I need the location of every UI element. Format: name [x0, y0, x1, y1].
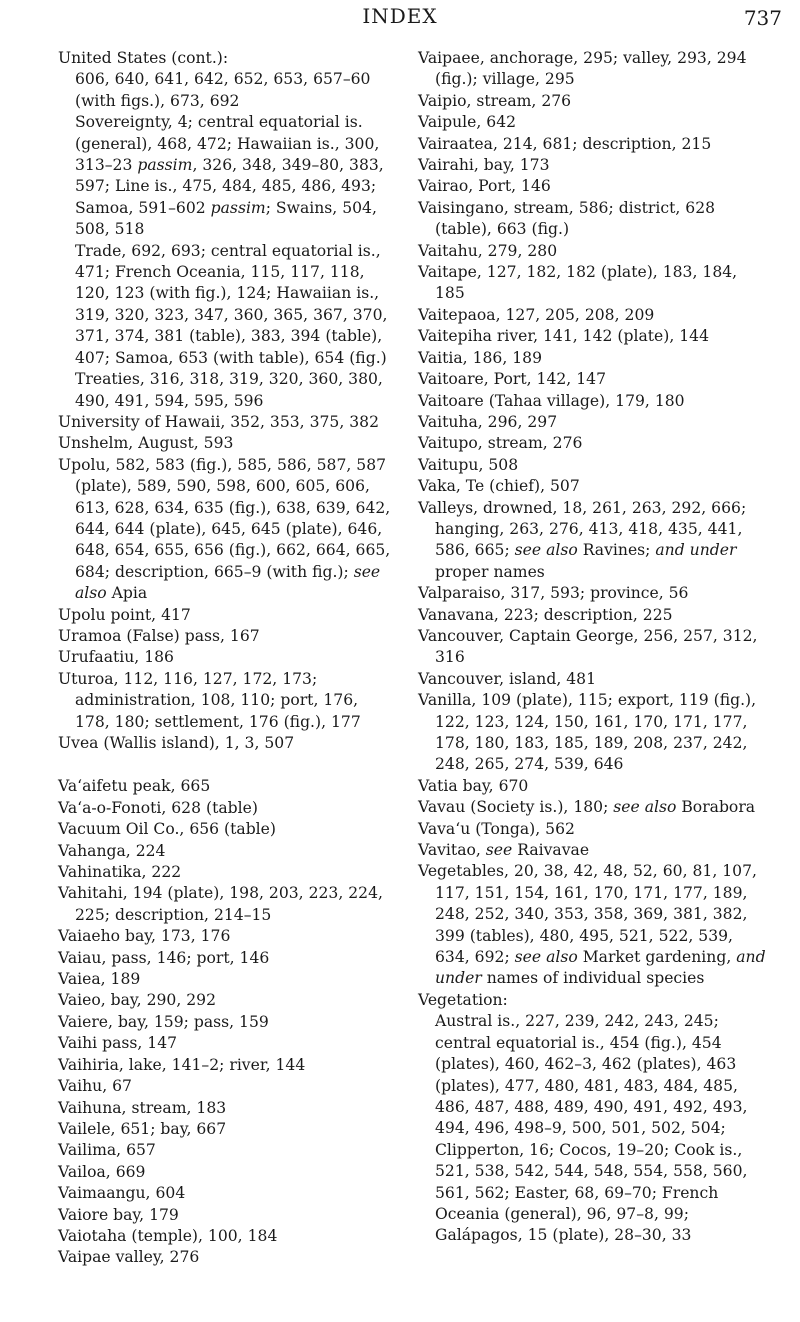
index-entry: Vacuum Oil Co., 656 (table): [58, 820, 276, 839]
index-entry: Vaipae valley, 276: [58, 1248, 200, 1267]
index-subentry: Austral is., 227, 239, 242, 243, 245; central equatorial is., 454 (fig.), 454 (plates), 460, 462–3, 462 (plates), 463 (plates), 477, 480, 481, 483, 484, 485, 486, 487, 488, 489, 490, 491, 492, 493, 494, 496, 498–9, 500, 501, 502, 504; Clipperton, 16; Cocos, 19–20; Cook is., 521, 538, 542, 544, 548, 554, 558, 560, 561, 562; Easter, 68, 69–70; French Oceania (general), 96, 97–8, 99; Galápagos, 15 (plate), 28–30, 33: [435, 1012, 748, 1245]
page-header: [0, 4, 800, 44]
index-entry: Vailoa, 669: [58, 1162, 146, 1181]
index-entry: Upolu point, 417: [58, 605, 191, 624]
index-entry: Vaitoare (Tahaa village), 179, 180: [418, 391, 685, 410]
index-entry: Upolu, 582, 583 (fig.), 585, 586, 587, 587 (plate), 589, 590, 598, 600, 605, 606, 613, 628, 634, 635 (fig.), 638, 639, 642, 644, 644 (plate), 645, 645 (plate), 646, 648, 654, 655, 656 (fig.), 662, 664, 665, 684; description, 665–9 (with fig.); see also Apia: [58, 455, 391, 603]
index-subentry: Trade, 692, 693; central equatorial is., 471; French Oceania, 115, 117, 118, 120, 123 (with fig.), 124; Hawaiian is., 319, 320, 323, 347, 360, 365, 367, 370, 371, 374, 381 (table), 383, 394 (table), 407; Samoa, 653 (with table), 654 (fig.): [75, 241, 388, 367]
index-entry: Va‘a-o-Fonoti, 628 (table): [58, 798, 258, 817]
index-entry: Vairahi, bay, 173: [418, 156, 550, 175]
index-entry: Vahinatika, 222: [58, 863, 182, 882]
index-entry: University of Hawaii, 352, 353, 375, 382: [58, 412, 380, 431]
index-entry: Vanilla, 109 (plate), 115; export, 119 (fig.), 122, 123, 124, 150, 161, 170, 171, 177, 178, 180, 183, 185, 189, 208, 237, 242, 248, 265, 274, 539, 646: [418, 691, 757, 774]
index-entry: Vegetables, 20, 38, 42, 48, 52, 60, 81, 107, 117, 151, 154, 161, 170, 171, 177, 189, 248, 252, 340, 353, 358, 369, 381, 382, 399 (tables), 480, 495, 521, 522, 539, 634, 692; see also Market gardening, and under names of individual species: [418, 862, 766, 988]
index-entry: Vaitoare, Port, 142, 147: [418, 370, 606, 389]
index-entry: Vailima, 657: [58, 1141, 156, 1160]
index-entry: Vaihi pass, 147: [58, 1034, 178, 1053]
index-entry: Vaitahu, 279, 280: [418, 241, 558, 260]
index-entry: Vaiore bay, 179: [58, 1205, 179, 1224]
index-subentry: Sovereignty, 4; central equatorial is. (general), 468, 472; Hawaiian is., 300, 313–23 passim, 326, 348, 349–80, 383, 597; Line is., 475, 484, 485, 486, 493; Samoa, 591–602 passim; Swains, 504, 508, 518: [75, 113, 384, 239]
index-entry: Vaiaeho bay, 173, 176: [58, 927, 231, 946]
page-number: 737: [743, 6, 782, 30]
index-entry: Vaiau, pass, 146; port, 146: [58, 948, 270, 967]
index-entry: Vaieo, bay, 290, 292: [58, 991, 217, 1010]
index-entry: Valleys, drowned, 18, 261, 263, 292, 666; hanging, 263, 276, 413, 418, 435, 441, 586, 665; see also Ravines; and under proper names: [418, 498, 747, 581]
index-entry: Vaihuna, stream, 183: [58, 1098, 227, 1117]
index-entry: Vaipule, 642: [418, 113, 517, 132]
index-subentry: Treaties, 316, 318, 319, 320, 360, 380, 490, 491, 594, 595, 596: [75, 370, 383, 410]
index-entry: United States (cont.):: [58, 49, 229, 67]
index-entry: Vairaatea, 214, 681; description, 215: [418, 134, 712, 153]
left-column: [58, 48, 396, 1269]
index-entry: Vegetation:: [418, 990, 508, 1009]
index-entry: Vairao, Port, 146: [418, 177, 551, 196]
page-title: INDEX: [362, 4, 438, 28]
index-entry: Vavitao, see Raivavae: [418, 841, 590, 860]
index-entry: Vanavana, 223; description, 225: [418, 605, 673, 624]
index-entry: Vaiotaha (temple), 100, 184: [58, 1226, 278, 1245]
index-entry: Vaipaee, anchorage, 295; valley, 293, 294 (fig.); village, 295: [418, 49, 747, 89]
index-entry: Vaitape, 127, 182, 182 (plate), 183, 184, 185: [418, 263, 738, 303]
index-entry: Vahitahi, 194 (plate), 198, 203, 223, 224, 225; description, 214–15: [58, 884, 383, 924]
index-entry: Vaihiria, lake, 141–2; river, 144: [58, 1055, 306, 1074]
index-entry: Vaituha, 296, 297: [418, 412, 558, 431]
index-entry: Vailele, 651; bay, 667: [58, 1119, 227, 1138]
index-section-gap: [58, 754, 396, 776]
index-entry: Urufaatiu, 186: [58, 648, 174, 667]
index-entry: Vaiere, bay, 159; pass, 159: [58, 1012, 269, 1031]
index-entry: Vaitupo, stream, 276: [418, 434, 583, 453]
index-entry: Uturoa, 112, 116, 127, 172, 173; administration, 108, 110; port, 176, 178, 180; settlement, 176 (fig.), 177: [58, 669, 361, 731]
index-subentry: 606, 640, 641, 642, 652, 653, 657–60 (with figs.), 673, 692: [75, 70, 371, 110]
index-entry: Vaitepiha river, 141, 142 (plate), 144: [418, 327, 710, 346]
right-column: [418, 48, 766, 1247]
index-entry: Vavau (Society is.), 180; see also Borabora: [418, 798, 756, 817]
index-entry: Va‘aifetu peak, 665: [58, 777, 211, 796]
index-entry: Vancouver, island, 481: [418, 669, 597, 688]
index-entry: Uvea (Wallis island), 1, 3, 507: [58, 734, 295, 752]
index-entry: Vahanga, 224: [58, 841, 166, 860]
index-entry: Vaitepaoa, 127, 205, 208, 209: [418, 305, 655, 324]
index-entry: Vaitia, 186, 189: [418, 348, 543, 367]
index-entry: Uramoa (False) pass, 167: [58, 626, 260, 645]
index-entry: Vaipio, stream, 276: [418, 91, 572, 110]
index-entry: Vaihu, 67: [58, 1077, 132, 1096]
index-entry: Vava‘u (Tonga), 562: [418, 819, 575, 838]
index-entry: Vaisingano, stream, 586; district, 628 (table), 663 (fig.): [418, 198, 716, 239]
index-entry: Unshelm, August, 593: [58, 434, 234, 453]
index-entry: Vaimaangu, 604: [58, 1184, 186, 1203]
index-entry: Valparaiso, 317, 593; province, 56: [418, 584, 689, 603]
index-entry: Vaka, Te (chief), 507: [418, 477, 580, 496]
index-entry: Vancouver, Captain George, 256, 257, 312, 316: [418, 626, 758, 667]
index-entry: Vaiea, 189: [58, 970, 141, 989]
index-entry: Vatia bay, 670: [418, 776, 529, 795]
index-entry: Vaitupu, 508: [418, 455, 519, 474]
